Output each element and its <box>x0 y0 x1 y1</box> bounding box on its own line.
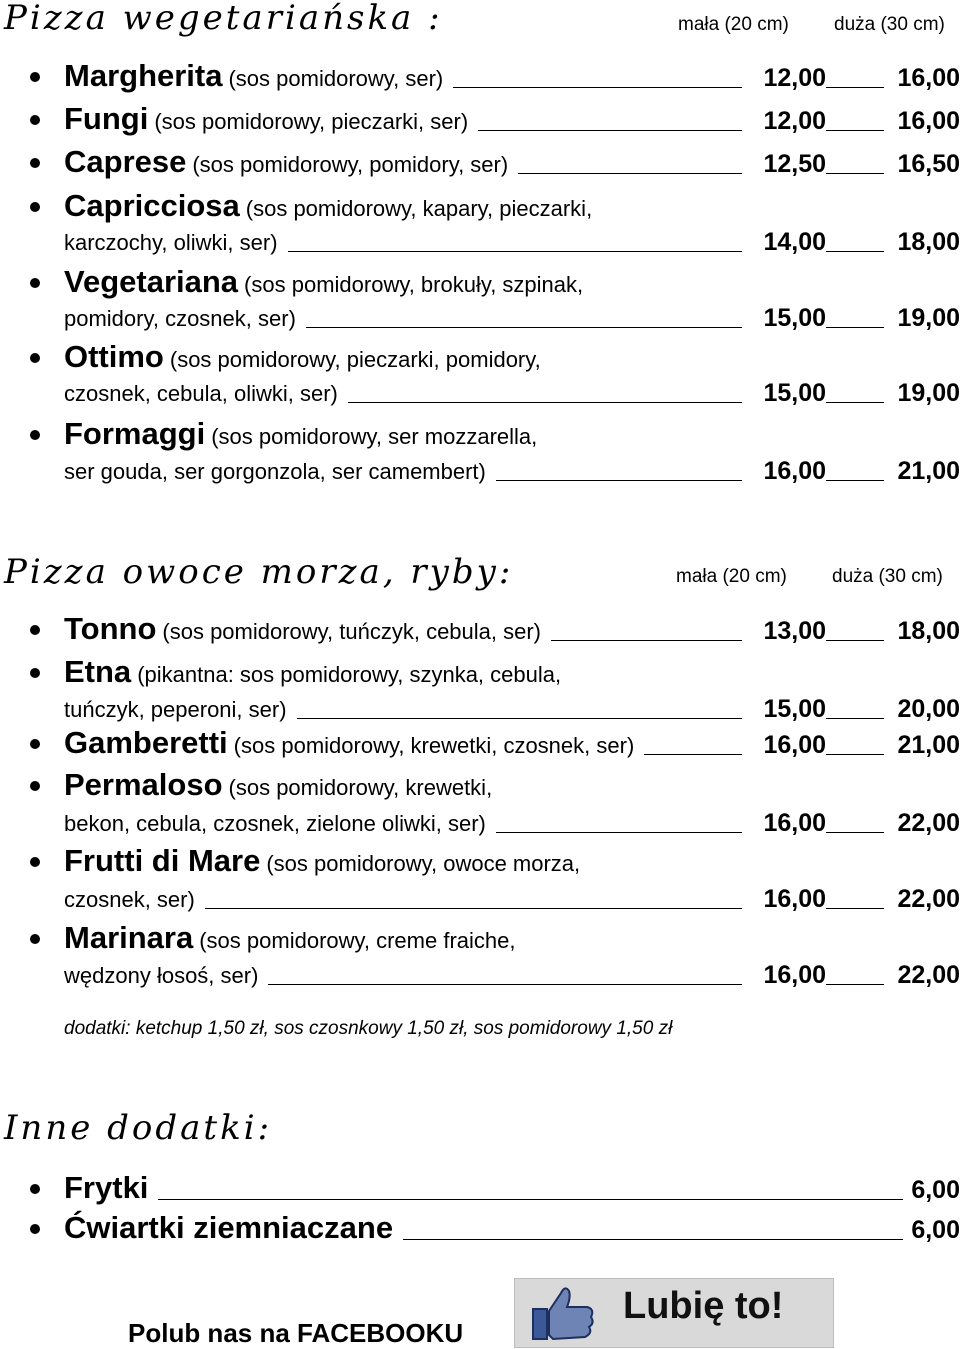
item-name: Fungi <box>64 101 149 136</box>
menu-item <box>0 920 960 991</box>
bullet-icon <box>30 857 40 867</box>
section-title-extras: Inne dodatki: <box>4 1108 273 1148</box>
menu-item <box>0 188 960 258</box>
leader-line <box>306 327 742 328</box>
section-title-seafood: Pizza owoce morza, ryby: <box>4 552 514 592</box>
leader-line <box>496 832 742 833</box>
price: 6,00 <box>911 1216 960 1244</box>
bullet-icon <box>30 72 40 82</box>
size-header-small: mała (20 cm) <box>678 14 789 35</box>
section-title-vegetarian: Pizza wegetariańska : <box>4 0 443 38</box>
item-description: (sos pomidorowy, pomidory, ser) <box>192 152 509 177</box>
item-description: (sos pomidorowy, ser) <box>228 66 444 91</box>
extras-note: dodatki: ketchup 1,50 zł, sos czosnkowy 1,50 zł, sos pomidorowy 1,50 zł <box>64 1018 673 1039</box>
facebook-text: Polub nas na FACEBOOKU <box>128 1318 464 1348</box>
facebook-like-button[interactable] <box>514 1278 834 1348</box>
leader-line <box>826 402 884 403</box>
thumbs-up-icon <box>529 1283 599 1343</box>
leader-line <box>826 87 884 88</box>
price: 6,00 <box>911 1176 960 1204</box>
item-description-cont: czosnek, ser) <box>64 887 195 912</box>
item-name: Vegetariana <box>64 264 239 299</box>
item-description-cont: wędzony łosoś, ser) <box>64 963 259 988</box>
leader-line <box>826 327 884 328</box>
price-large: 21,00 <box>897 731 960 759</box>
leader-line <box>478 130 742 131</box>
leader-line <box>826 173 884 174</box>
leader-line <box>453 87 742 88</box>
bullet-icon <box>30 625 40 635</box>
menu-item <box>0 144 960 180</box>
menu-item <box>0 339 960 409</box>
menu-item <box>0 654 960 725</box>
bullet-icon <box>30 739 40 749</box>
bullet-icon <box>30 158 40 168</box>
item-description-cont: tuńczyk, peperoni, ser) <box>64 697 287 722</box>
item-name: Frutti di Mare <box>64 843 261 878</box>
leader-line <box>158 1199 903 1200</box>
menu-item <box>0 264 960 334</box>
price-large: 22,00 <box>897 961 960 989</box>
bullet-icon <box>30 668 40 678</box>
leader-line <box>826 480 884 481</box>
price-large: 16,00 <box>897 107 960 135</box>
menu-item <box>0 843 960 915</box>
leader-line <box>826 754 884 755</box>
leader-line <box>518 173 742 174</box>
leader-line <box>205 908 742 909</box>
price-large: 19,00 <box>897 304 960 332</box>
leader-line <box>826 718 884 719</box>
price-small: 14,00 <box>763 228 826 256</box>
price-small: 16,00 <box>763 809 826 837</box>
price-small: 16,00 <box>763 961 826 989</box>
item-description-cont: ser gouda, ser gorgonzola, ser camembert) <box>64 459 486 484</box>
size-header-small: mała (20 cm) <box>676 566 787 587</box>
extra-item <box>0 1170 960 1206</box>
leader-line <box>297 718 742 719</box>
item-description: (pikantna: sos pomidorowy, szynka, cebula, <box>137 662 562 687</box>
item-description-cont: karczochy, oliwki, ser) <box>64 230 278 255</box>
item-name: Permaloso <box>64 767 223 802</box>
price-small: 13,00 <box>763 617 826 645</box>
item-description-cont: bekon, cebula, czosnek, zielone oliwki, ser) <box>64 811 486 836</box>
menu-item <box>0 416 960 487</box>
price-small: 12,50 <box>763 150 826 178</box>
price-small: 12,00 <box>763 64 826 92</box>
price-large: 20,00 <box>897 695 960 723</box>
item-name: Caprese <box>64 144 187 179</box>
price-large: 22,00 <box>897 809 960 837</box>
price-small: 12,00 <box>763 107 826 135</box>
leader-line <box>644 754 742 755</box>
item-name: Marinara <box>64 920 194 955</box>
price-large: 19,00 <box>897 379 960 407</box>
bullet-icon <box>30 278 40 288</box>
menu-item <box>0 611 960 647</box>
item-description: (sos pomidorowy, creme fraiche, <box>199 928 516 953</box>
size-header-large: duża (30 cm) <box>832 566 943 587</box>
leader-line <box>288 251 742 252</box>
item-description: (sos pomidorowy, krewetki, czosnek, ser) <box>233 733 635 758</box>
item-description-cont: pomidory, czosnek, ser) <box>64 306 296 331</box>
leader-line <box>826 130 884 131</box>
bullet-icon <box>30 1184 40 1194</box>
menu-item <box>0 767 960 839</box>
leader-line <box>268 984 742 985</box>
item-name: Ćwiartki ziemniaczane <box>64 1210 394 1245</box>
bullet-icon <box>30 430 40 440</box>
bullet-icon <box>30 202 40 212</box>
price-small: 15,00 <box>763 695 826 723</box>
leader-line <box>826 640 884 641</box>
item-description-cont: czosnek, cebula, oliwki, ser) <box>64 381 338 406</box>
price-large: 18,00 <box>897 228 960 256</box>
item-name: Margherita <box>64 58 223 93</box>
item-name: Ottimo <box>64 339 164 374</box>
item-description: (sos pomidorowy, krewetki, <box>228 775 493 800</box>
item-name: Formaggi <box>64 416 206 451</box>
price-large: 16,00 <box>897 64 960 92</box>
item-name: Tonno <box>64 611 157 646</box>
like-label: Lubię to! <box>623 1285 784 1327</box>
bullet-icon <box>30 934 40 944</box>
leader-line <box>403 1239 903 1240</box>
extra-item <box>0 1210 960 1246</box>
leader-line <box>826 832 884 833</box>
price-large: 16,50 <box>897 150 960 178</box>
item-description: (sos pomidorowy, tuńczyk, cebula, ser) <box>162 619 542 644</box>
item-description: (sos pomidorowy, brokuły, szpinak, <box>244 272 584 297</box>
item-description: (sos pomidorowy, owoce morza, <box>266 851 581 876</box>
menu-item <box>0 725 960 761</box>
item-description: (sos pomidorowy, ser mozzarella, <box>211 424 538 449</box>
price-small: 15,00 <box>763 379 826 407</box>
item-description: (sos pomidorowy, pieczarki, ser) <box>154 109 469 134</box>
bullet-icon <box>30 781 40 791</box>
price-small: 16,00 <box>763 457 826 485</box>
bullet-icon <box>30 115 40 125</box>
item-name: Capricciosa <box>64 188 240 223</box>
price-large: 18,00 <box>897 617 960 645</box>
leader-line <box>826 251 884 252</box>
price-small: 16,00 <box>763 885 826 913</box>
item-name: Etna <box>64 654 132 689</box>
item-description: (sos pomidorowy, kapary, pieczarki, <box>245 196 593 221</box>
menu-item <box>0 101 960 137</box>
leader-line <box>496 480 742 481</box>
size-header-large: duża (30 cm) <box>834 14 945 35</box>
price-small: 15,00 <box>763 304 826 332</box>
item-description: (sos pomidorowy, pieczarki, pomidory, <box>169 347 541 372</box>
menu-item <box>0 58 960 94</box>
item-name: Gamberetti <box>64 725 228 760</box>
item-name: Frytki <box>64 1170 149 1205</box>
price-small: 16,00 <box>763 731 826 759</box>
price-large: 22,00 <box>897 885 960 913</box>
leader-line <box>551 640 742 641</box>
bullet-icon <box>30 353 40 363</box>
leader-line <box>826 984 884 985</box>
bullet-icon <box>30 1224 40 1234</box>
price-large: 21,00 <box>897 457 960 485</box>
leader-line <box>348 402 742 403</box>
leader-line <box>826 908 884 909</box>
